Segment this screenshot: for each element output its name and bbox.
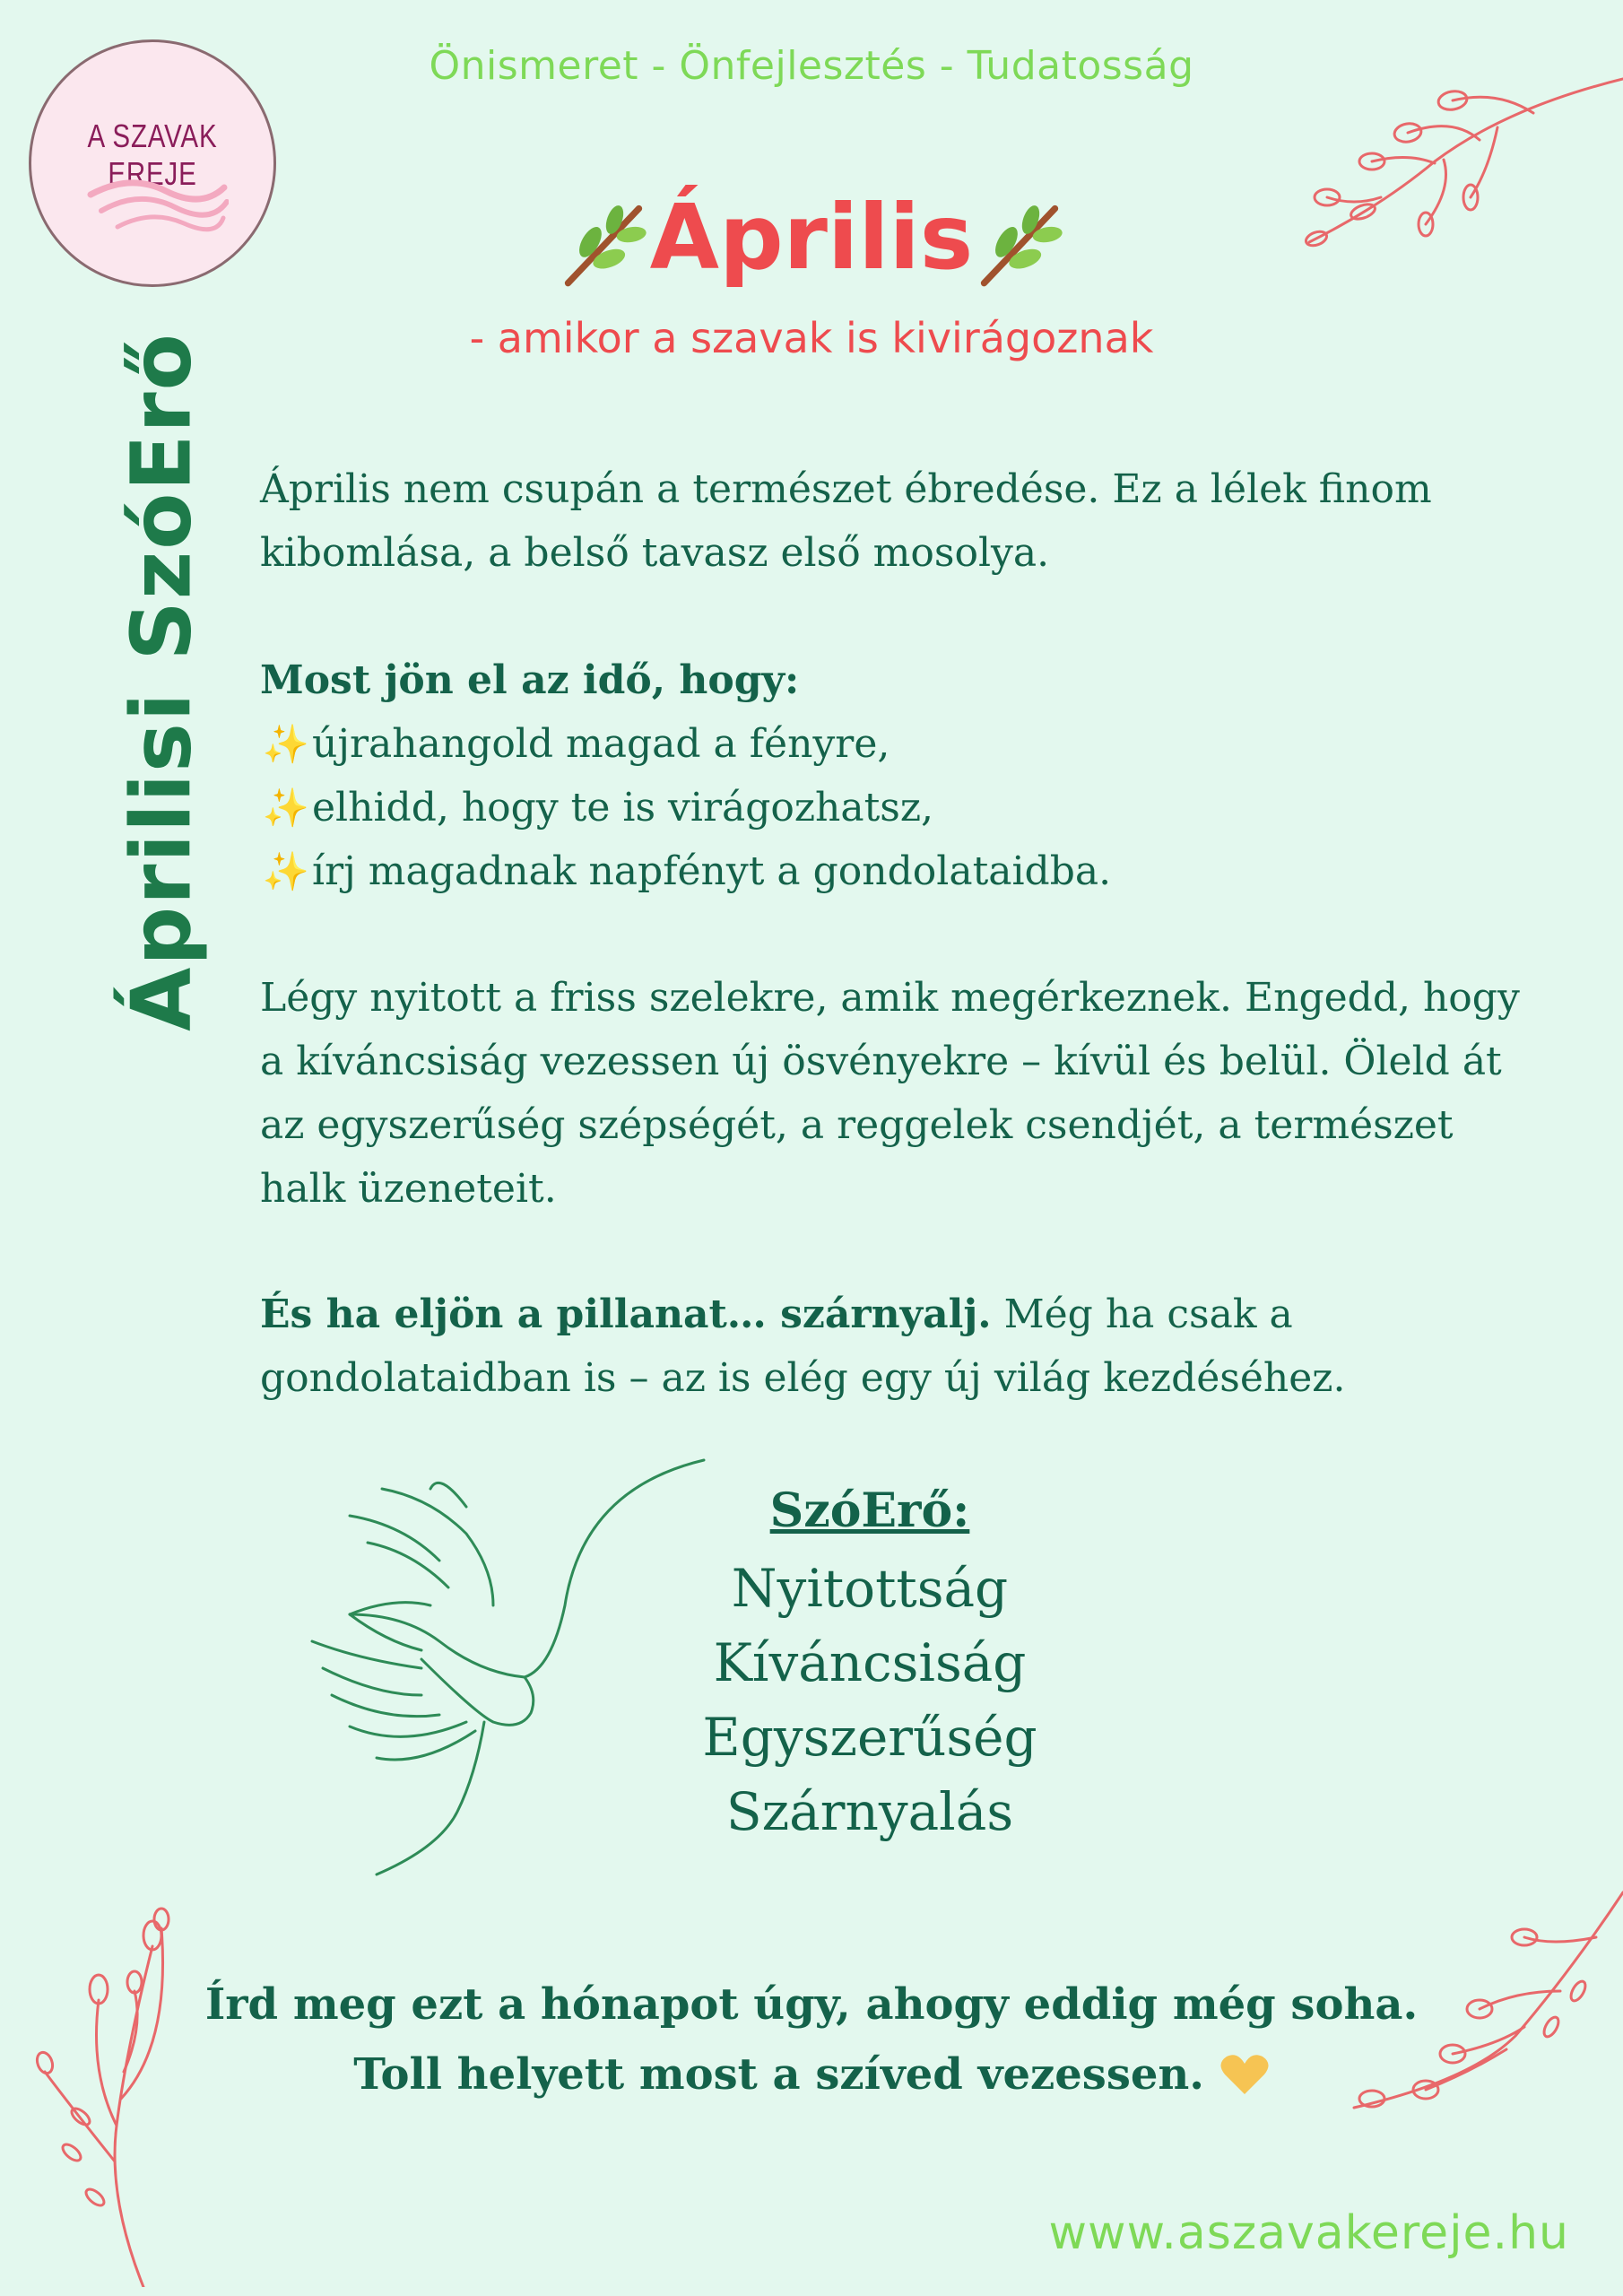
paragraph-openness [260,966,1533,1221]
yellow-heart-icon [1219,2053,1270,2096]
sparkles-icon: ✨ [262,722,310,766]
szoero-word: Nyitottság [731,1558,1009,1619]
leafy-branch-icon [973,197,1066,291]
szoero-heading: SzóErő: [769,1483,970,1538]
intro-paragraph [260,457,1533,585]
leafy-branch-icon [557,197,650,291]
now-section [260,648,1533,903]
paragraph-openness-text: Légy nyitott a friss szelekre, amik megérkeznek. Engedd, hogy a kíváncsiság vezessen új ösvényekre – kívül és belül. Öleld át az egyszerűség szépségét, a reggelek csendjét, a természet halk üzeneteit. [260,975,1520,1212]
side-title: Áprilisi SzóErő [113,332,210,1031]
closing-line-2: Toll helyett most a szíved vezessen. [0,2039,1623,2109]
list-item: ✨elhidd, hogy te is virágozhatsz, [260,776,1533,839]
paragraph-soar-bold: És ha eljön a pillanat… szárnyalj. [260,1292,992,1337]
logo-text: A SZAVAK EREJE [87,117,218,192]
intro-text: Április nem csupán a természet ébredése. Ez a lélek finom kibomlása, a belső tavasz első mosolya. [260,466,1432,576]
list-item: ✨írj magadnak napfényt a gondolataidba. [260,839,1533,903]
page-title-row [0,179,1623,296]
szoero-word: Szárnyalás [725,1781,1014,1842]
szoero-list [592,1471,1148,1849]
tagline: Önismeret - Önfejlesztés - Tudatosság [429,43,1194,89]
page-subtitle: - amikor a szavak is kivirágoznak [469,314,1154,362]
szoero-word: Egyszerűség [702,1707,1037,1768]
footer-url[interactable]: www.aszavakereje.hu [1048,2206,1569,2260]
list-item: ✨újrahangold magad a fényre, [260,712,1533,776]
szoero-word: Kíváncsiság [713,1632,1027,1693]
closing-message [0,1970,1623,2109]
sparkles-icon: ✨ [262,786,310,830]
paragraph-soar [260,1283,1533,1410]
paragraph-soar-rest: Még ha csak a gondolataidban is – az is elég egy új világ kezdéséhez. [260,1292,1346,1401]
now-lead: Most jön el az idő, hogy: [260,657,800,703]
page-title: Április [649,185,974,290]
closing-line-1: Írd meg ezt a hónapot úgy, ahogy eddig még soha. [204,1979,1419,2030]
sparkles-icon: ✨ [262,849,310,893]
